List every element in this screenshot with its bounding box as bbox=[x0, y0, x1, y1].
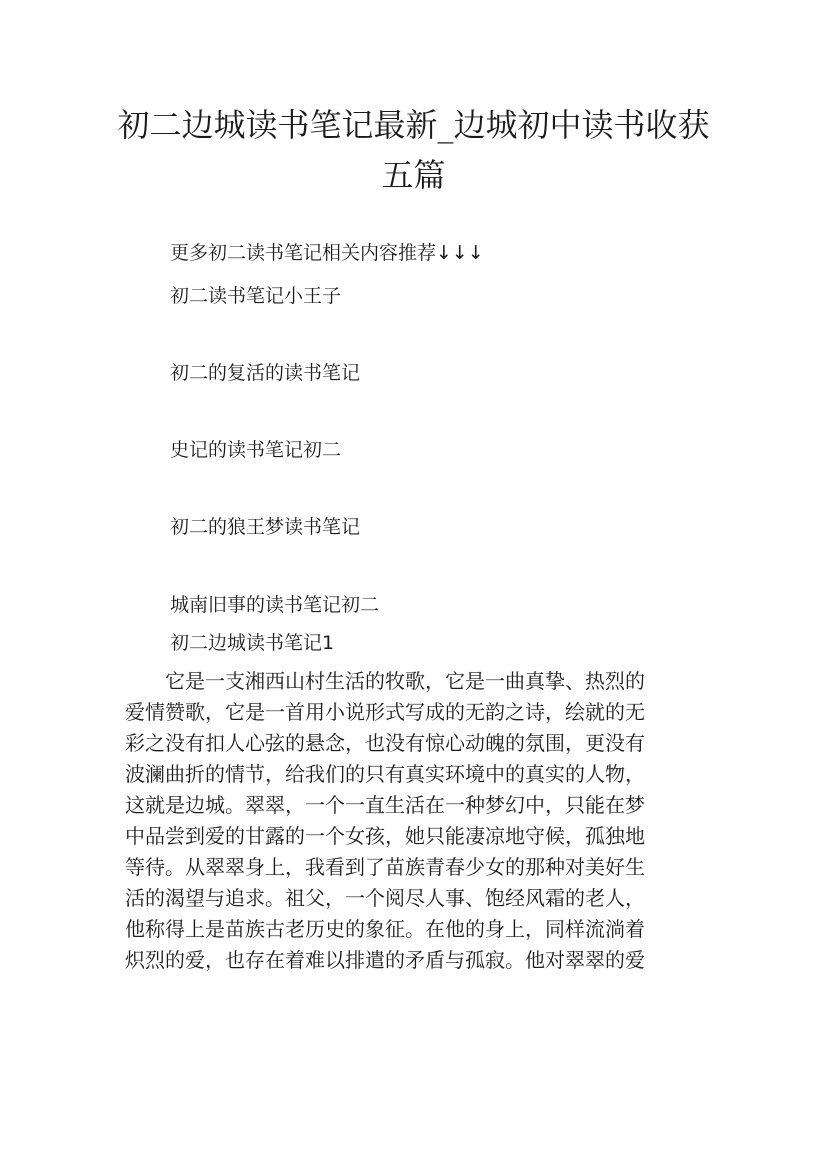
paragraph-line: 等待。从翠翠身上，我看到了苗族青春少女的那种对美好生 bbox=[125, 855, 645, 879]
paragraph-line: 中品尝到爱的甘露的一个女孩，她只能凄凉地守候，孤独地 bbox=[125, 824, 645, 848]
document-title bbox=[110, 100, 717, 200]
related-link-wolf-king[interactable]: 初二的狼王梦读书笔记 bbox=[170, 516, 361, 538]
paragraph-line: 它是一支湘西山村生活的牧歌，它是一曲真挚、热烈的 bbox=[125, 669, 645, 693]
related-link-little-prince[interactable]: 初二读书笔记小王子 bbox=[170, 285, 342, 307]
related-link-shiji[interactable]: 史记的读书笔记初二 bbox=[170, 439, 342, 461]
paragraph-line: 波澜曲折的情节，给我们的只有真实环境中的真实的人物， bbox=[125, 762, 645, 786]
paragraph-line: 活的渴望与追求。祖父，一个阅尽人事、饱经风霜的老人， bbox=[125, 886, 645, 910]
section-heading: 初二边城读书笔记1 bbox=[170, 632, 335, 654]
related-link-old-beijing[interactable]: 城南旧事的读书笔记初二 bbox=[170, 594, 380, 616]
title-line-2: 五篇 bbox=[381, 156, 446, 194]
paragraph-line: 这就是边城。翠翠，一个一直生活在一种梦幻中，只能在梦 bbox=[125, 793, 645, 817]
paragraph-line: 彩之没有扣人心弦的悬念，也没有惊心动魄的氛围，更没有 bbox=[125, 731, 645, 755]
more-related-link[interactable]: 更多初二读书笔记相关内容推荐↓↓↓ bbox=[170, 242, 484, 264]
paragraph-line: 他称得上是苗族古老历史的象征。在他的身上，同样流淌着 bbox=[125, 917, 645, 941]
paragraph-line: 爱情赞歌，它是一首用小说形式写成的无韵之诗，绘就的无 bbox=[125, 700, 645, 724]
title-line-1: 初二边城读书笔记最新_边城初中读书收获 bbox=[117, 106, 710, 144]
body-paragraph bbox=[125, 666, 725, 976]
paragraph-line: 炽烈的爱，也存在着难以排遣的矛盾与孤寂。他对翠翠的爱 bbox=[125, 948, 645, 972]
related-link-resurrection[interactable]: 初二的复活的读书笔记 bbox=[170, 362, 361, 384]
